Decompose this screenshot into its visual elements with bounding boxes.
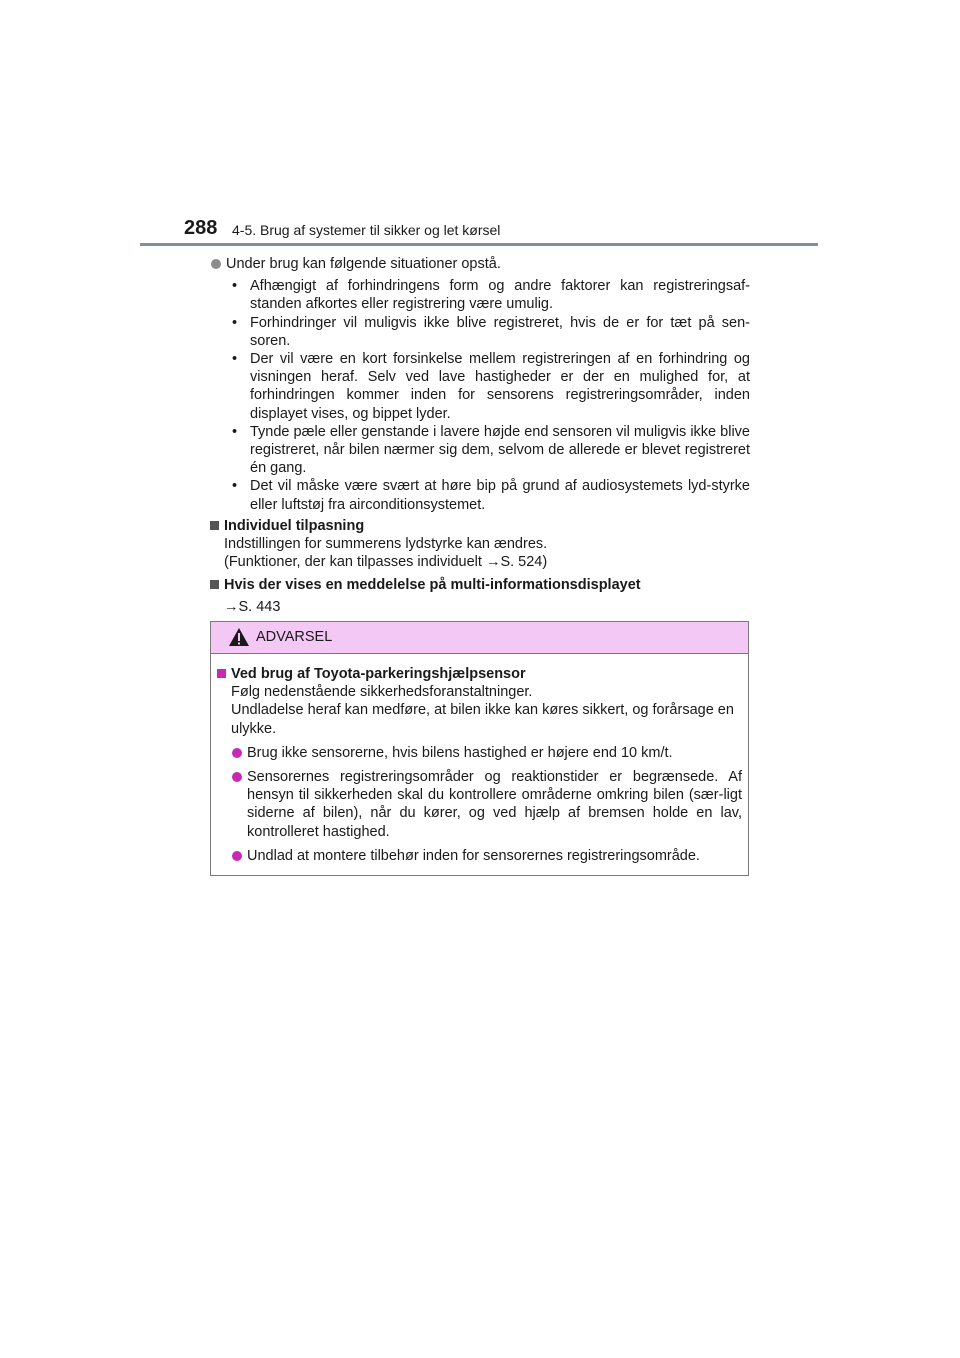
warning-triangle-icon bbox=[228, 627, 250, 647]
section-heading-text: Individuel tilpasning bbox=[224, 517, 365, 534]
warning-heading bbox=[217, 665, 742, 683]
square-bullet-icon bbox=[217, 669, 226, 678]
warning-bullet bbox=[217, 768, 742, 841]
list-item: • Tynde pæle eller genstande i lavere højde end sensoren vil muligvis ikke blive registreret, når bilen nærmer sig dem, selvom de allerede er blevet registreret én gang. bbox=[232, 423, 750, 477]
warning-bullet-text: Undlad at montere tilbehør inden for sensorernes registreringsområde. bbox=[247, 847, 700, 864]
square-bullet-icon bbox=[210, 580, 219, 589]
list-item: • Forhindringer vil muligvis ikke blive registreret, hvis de er for tæt på sen-soren. bbox=[232, 314, 750, 349]
warning-bullet-text: Sensorernes registreringsområder og reaktionstider er begrænsede. Af hensyn til sikkerheden skal du kontrollere områderne omkring bilen (sær-ligt siderne af bilen), når du kører, og ved hjælp af bremsen holde en lav, kontrolleret hastighed. bbox=[247, 769, 742, 840]
warning-intro bbox=[217, 683, 742, 738]
warning-header bbox=[211, 622, 748, 654]
square-bullet-icon bbox=[210, 521, 219, 530]
situation-list bbox=[210, 277, 750, 514]
section1-line2: (Funktioner, der kan tilpasses individuelt →S. 524) bbox=[224, 554, 548, 571]
section-heading-individual bbox=[210, 517, 750, 535]
warning-bullet-text: Brug ikke sensorerne, hvis bilens hastighed er højere end 10 km/t. bbox=[247, 744, 673, 761]
warning-bullet bbox=[217, 744, 742, 762]
bullet-dot-icon bbox=[232, 772, 242, 782]
section-heading-display bbox=[210, 576, 750, 594]
warning-line2: Undladelse heraf kan medføre, at bilen ikke kan køres sikkert, og forårsage en ulykke. bbox=[231, 702, 734, 737]
section1-line1: Indstillingen for summerens lydstyrke kan ændres. bbox=[224, 536, 548, 553]
warning-heading-text: Ved brug af Toyota-parkeringshjælpsensor bbox=[231, 666, 526, 682]
list-item: • Afhængigt af forhindringens form og andre faktorer kan registreringsaf-standen afkortes eller registrering være umulig. bbox=[232, 278, 750, 313]
warning-title: ADVARSEL bbox=[256, 629, 333, 645]
list-item: • Det vil måske være svært at høre bip på grund af audiosystemets lyd-styrke eller luftstøj fra airconditionsystemet. bbox=[232, 478, 750, 513]
section-title: 4-5. Brug af systemer til sikker og let kørsel bbox=[232, 222, 501, 238]
page-reference: →S. 443 bbox=[224, 598, 281, 615]
list-item: • Der vil være en kort forsinkelse mellem registreringen af en forhindring og visningen heraf. Selv ved lave hastigheder er der en mulighed for, at forhindringen kommer inden for sensorens registreringsområder, inden displayet vises, og bippet lyder. bbox=[232, 351, 750, 422]
warning-bullet bbox=[217, 847, 742, 865]
intro-bullet bbox=[210, 255, 750, 273]
bullet-dot-icon bbox=[232, 748, 242, 758]
header-rule bbox=[140, 243, 818, 246]
warning-box bbox=[210, 621, 749, 876]
bullet-dot-icon bbox=[211, 259, 221, 269]
main-content bbox=[210, 255, 750, 616]
list-item-text: Afhængigt af forhindringens form og andre faktorer kan registreringsaf-standen afkortes eller registrering være umulig. bbox=[250, 278, 750, 313]
bullet-dot-icon bbox=[232, 851, 242, 861]
list-item-text: Der vil være en kort forsinkelse mellem registreringen af en forhindring og visningen heraf. Selv ved lave hastigheder er der en mulighed for, at forhindringen kommer inden for sensorens registreringsområder, inden displayet vises, og bippet lyder. bbox=[250, 351, 750, 422]
warning-body bbox=[211, 665, 748, 871]
warning-line1: Følg nedenstående sikkerhedsforanstaltninger. bbox=[231, 684, 533, 701]
page-number: 288 bbox=[184, 217, 218, 239]
list-item-text: Forhindringer vil muligvis ikke blive registreret, hvis de er for tæt på sen-soren. bbox=[250, 314, 750, 349]
section-heading-text: Hvis der vises en meddelelse på multi-informationsdisplayet bbox=[224, 577, 641, 594]
list-item-text: Det vil måske være svært at høre bip på grund af audiosystemets lyd-styrke eller luftstøj fra airconditionsystemet. bbox=[250, 478, 750, 513]
list-item-text: Tynde pæle eller genstande i lavere højde end sensoren vil muligvis ikke blive registreret, når bilen nærmer sig dem, selvom de allerede er blevet registreret én gang. bbox=[250, 423, 750, 477]
intro-bullet-text: Under brug kan følgende situationer opstå. bbox=[226, 256, 501, 272]
